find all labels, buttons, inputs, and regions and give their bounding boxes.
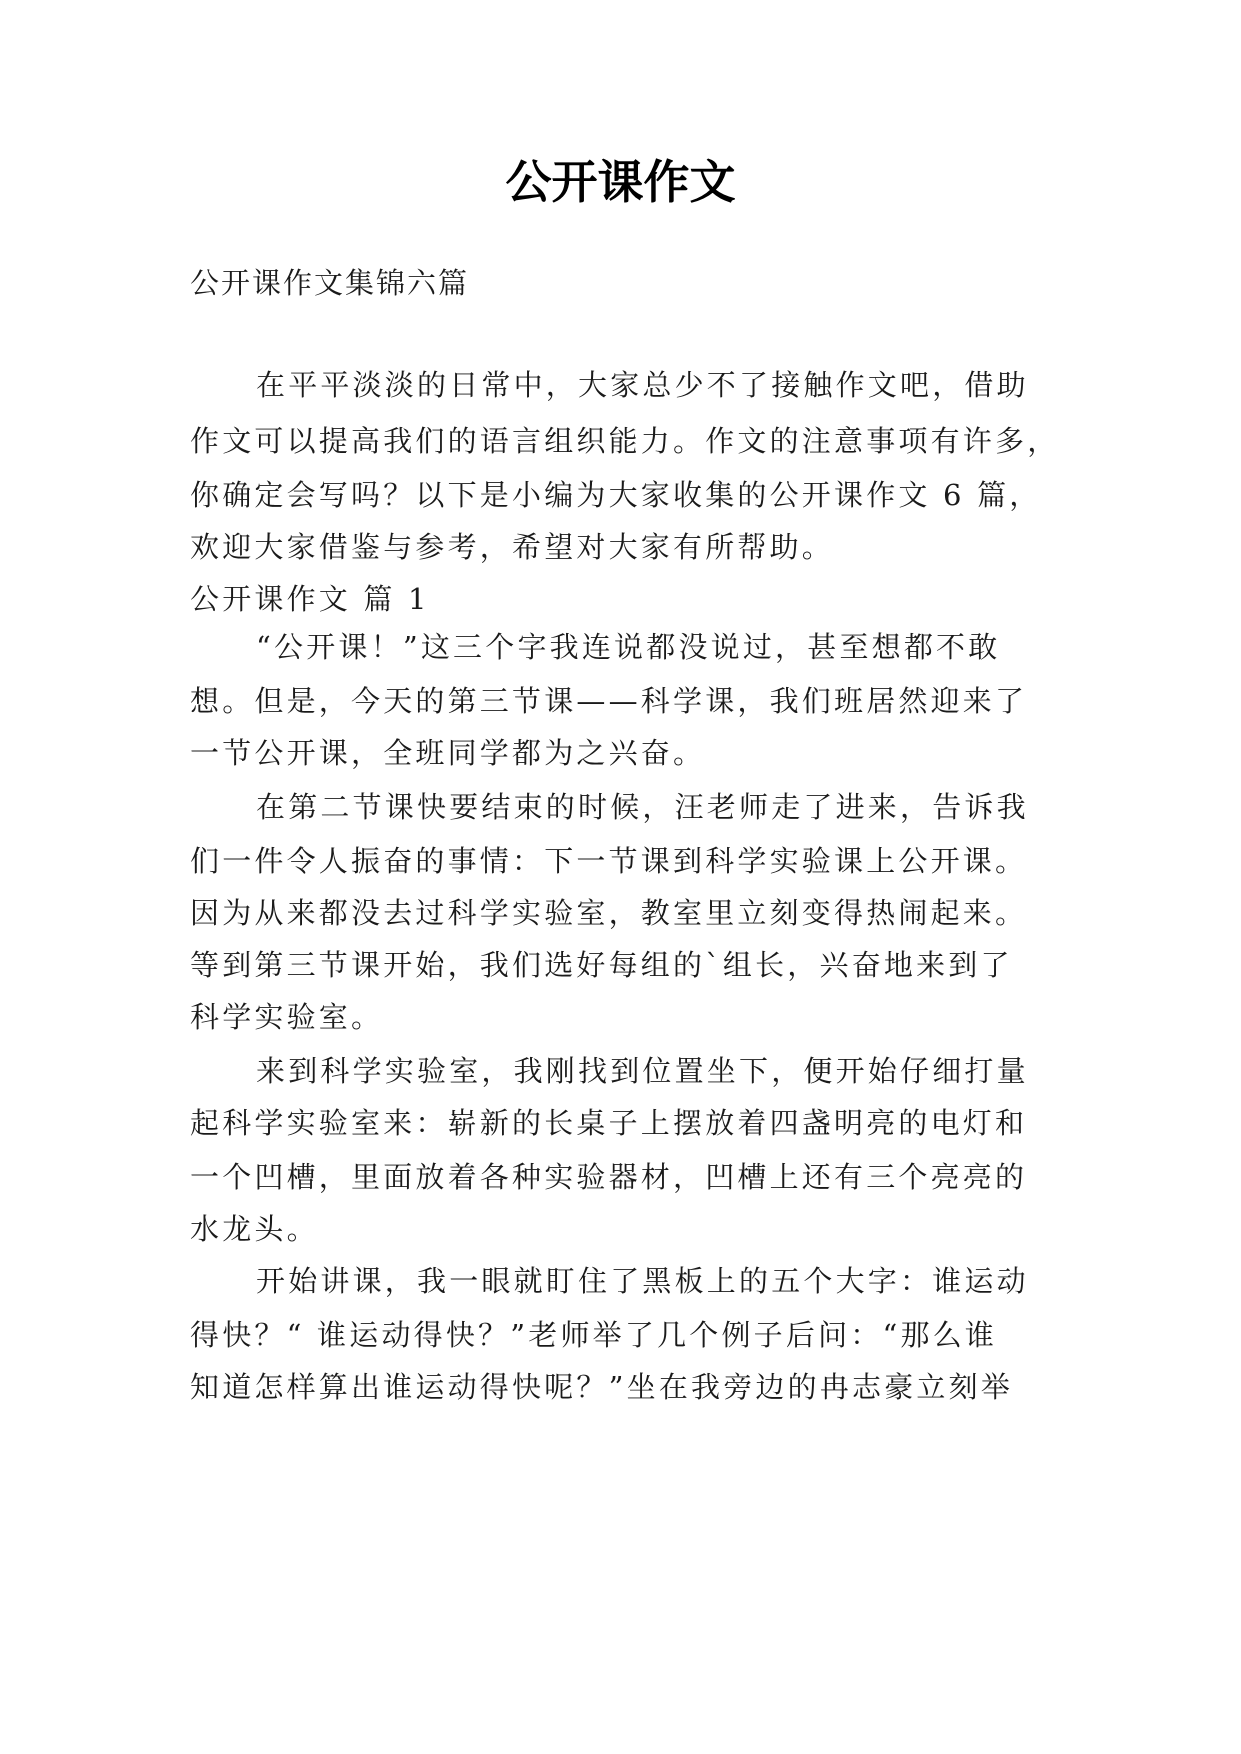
paragraph-line: 科学实验室。 [190,1000,384,1034]
paragraph-line: 们一件令人振奋的事情：下一节课到科学实验课上公开课。 [190,844,1028,878]
intro-line: 欢迎大家借鉴与参考，希望对大家有所帮助。 [190,530,835,564]
document-subtitle: 公开课作文集锦六篇 [190,266,470,300]
paragraph-line: 因为从来都没去过科学实验室，教室里立刻变得热闹起来。 [190,896,1028,930]
paragraph-line: 等到第三节课开始，我们选好每组的`组长，兴奋地来到了 [190,948,1013,982]
paragraph-line: “公开课！”这三个字我连说都没说过，甚至想都不敢 [256,630,1001,664]
paragraph-line: 水龙头。 [190,1212,319,1246]
paragraph-line: 开始讲课，我一眼就盯住了黑板上的五个大字：谁运动 [256,1264,1029,1298]
intro-line: 作文可以提高我们的语言组织能力。作文的注意事项有许多， [190,424,1060,458]
intro-line: 在平平淡淡的日常中，大家总少不了接触作文吧，借助 [256,368,1029,402]
document-title: 公开课作文 [505,155,736,209]
paragraph-line: 想。但是，今天的第三节课——科学课，我们班居然迎来了 [190,684,1028,718]
intro-line: 你确定会写吗？以下是小编为大家收集的公开课作文 6 篇， [190,478,1042,512]
paragraph-line: 来到科学实验室，我刚找到位置坐下，便开始仔细打量 [256,1054,1029,1088]
paragraph-line: 一个凹槽，里面放着各种实验器材，凹槽上还有三个亮亮的 [190,1160,1028,1194]
paragraph-line: 知道怎样算出谁运动得快呢？”坐在我旁边的冉志豪立刻举 [190,1370,1014,1404]
paragraph-line: 在第二节课快要结束的时候，汪老师走了进来，告诉我 [256,790,1029,824]
section-heading: 公开课作文 篇 1 [190,582,430,616]
paragraph-line: 一节公开课，全班同学都为之兴奋。 [190,736,706,770]
paragraph-line: 起科学实验室来：崭新的长桌子上摆放着四盏明亮的电灯和 [190,1106,1028,1140]
paragraph-line: 得快？“ 谁运动得快？”老师举了几个例子后问：“那么谁 [190,1318,998,1352]
